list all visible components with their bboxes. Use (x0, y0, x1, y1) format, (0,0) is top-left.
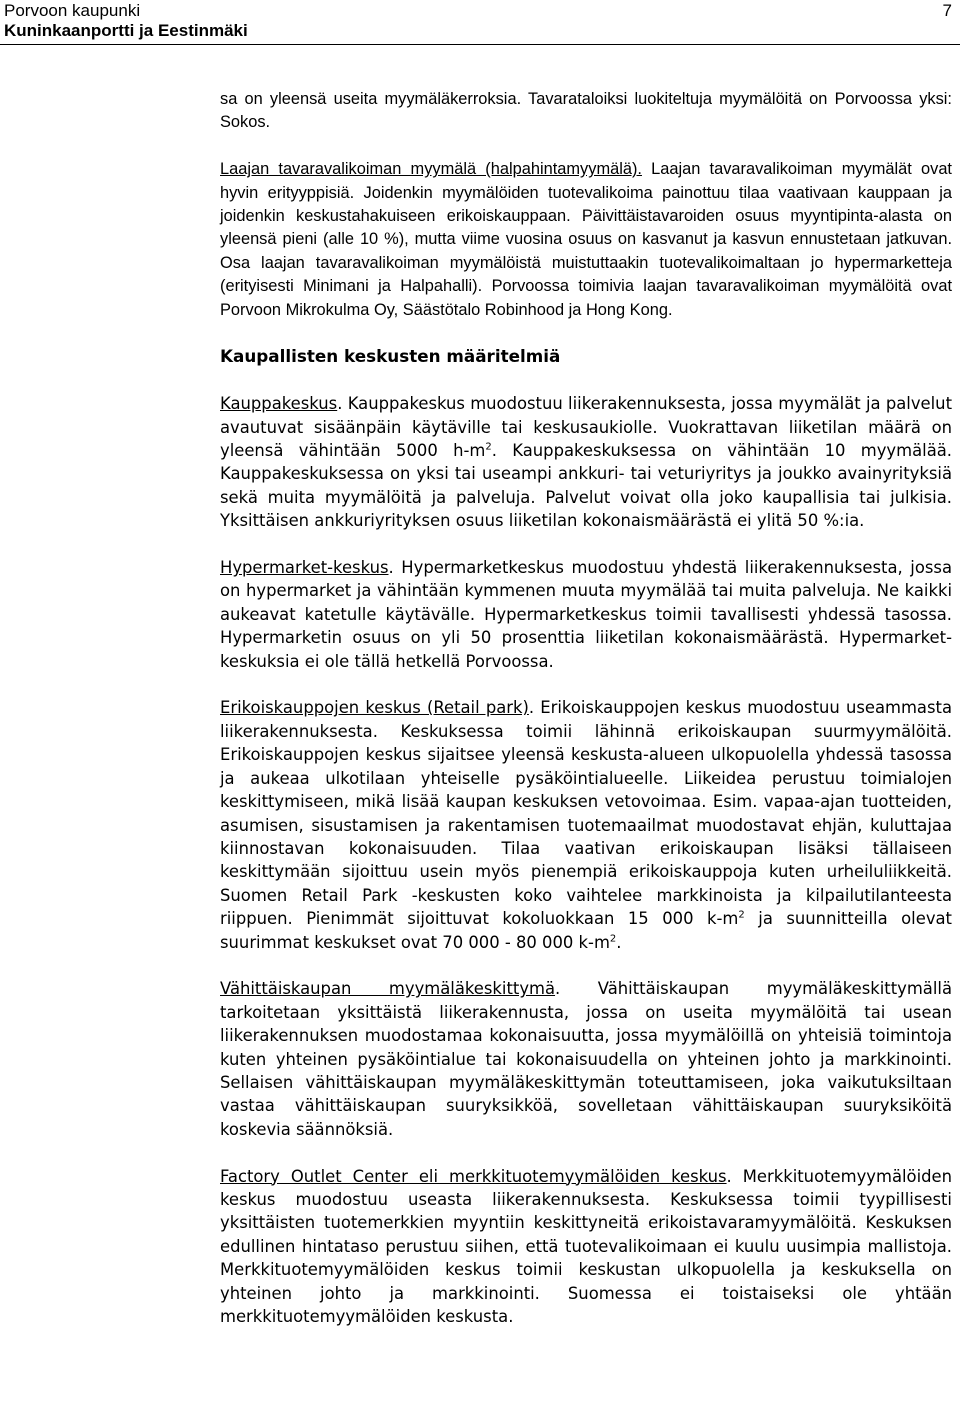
paragraph-department-store: sa on yleensä useita myymäläkerroksia. Tavarataloiksi luokiteltuja myymälöitä on Porvoossa yksi: Sokos. (220, 90, 952, 132)
superscript: 2 (609, 933, 617, 945)
superscript: 2 (738, 909, 745, 921)
text-retail-park-b: ja suunnitteilla olevat suurimmat keskukset ovat 70 000 - 80 000 k-m (220, 909, 952, 952)
page-number: 7 (942, 1, 952, 20)
paragraph-shopping-center (220, 392, 952, 532)
term-discount-store: Laajan tavaravalikoiman myymälä (halpahintamyymälä). (220, 160, 642, 179)
header-organization: Porvoon kaupunki (4, 1, 141, 20)
text-shopping-center-b: . Kauppakeskuksessa on vähintään 10 myymälää. Kauppakeskuksessa on yksi tai useampi ankkuri- tai veturiyritys ja joukko avainyrityksiä sekä muita myymälöitä ja palveluja. Palvelut voivat olla joko kaupallisia tai julkisia. Yksittäisen ankkuriyrityksen osuus liiketilan kokonaismäärästä ei ylitä 50 %:ia. (220, 441, 952, 531)
header-document-title: Kuninkaanportti ja Eestinmäki (4, 21, 248, 40)
term-factory-outlet: Factory Outlet Center eli merkkituotemyymälöiden keskus (220, 1166, 727, 1186)
term-retail-park: Erikoiskauppojen keskus (Retail park) (220, 698, 529, 718)
superscript: 2 (485, 441, 492, 453)
document-body (220, 88, 952, 1352)
paragraph-retail-park (220, 696, 952, 953)
text-shopping-center-a: . Kauppakeskus muodostuu liikerakennuksesta, jossa myymälät ja palvelut avautuvat sisäänpäin käytäville tai keskusaukiolle. Vuokrattavan liiketilan määrä on yleensä vähintään 5000 h-m (220, 394, 952, 461)
text-retail-park-a: . Erikoiskauppojen keskus muodostuu useammasta liikerakennuksesta. Keskuksessa toimii lähinnä erikoiskaupan suurmyymälöitä. Erikoiskauppojen keskus sijaitsee yleensä keskusta-alueen ulkopuolella yhdessä tasossa ja aukeaa ulkotilaan yhteiselle pysäköintialueelle. Liikeidea perustuu toimialojen keskittymiseen, mikä lisää kaupan keskuksen vetovoimaa. Esim. vapaa-ajan tuotteiden, asumisen, sisustamisen ja rakentamisen tuotemaailmat muodostavat ehjän, kuluttajaa kiinnostavan kokonaisuuden. Tilaa vaativan erikoiskaupan lisäksi tällaiseen keskittymään sijoittuu usein myös pienempiä erikoiskauppoja kuten urheiluliikkeitä. Suomen Retail Park -keskusten koko vaihtelee markkinoista ja kilpailutilanteesta riippuen. Pienimmät sijoittuvat kokoluokkaan 15 000 k-m (220, 698, 952, 929)
term-hypermarket-center: Hypermarket-keskus (220, 558, 389, 578)
paragraph-factory-outlet (220, 1165, 952, 1329)
paragraph-retail-cluster (220, 977, 952, 1141)
paragraph-hypermarket-center (220, 556, 952, 673)
text-hypermarket-center: . Hypermarketkeskus muodostuu yhdestä liikerakennuksesta, jossa on hypermarket ja vähintään kymmenen muuta myymälää tai muita palveluja. Ne kaikki aukeavat katetulle käytävälle. Hypermarketkeskus toimii tavallisesti yhdessä tasossa. Hypermarketin osuus on yli 50 prosenttia liiketilan kokonaismäärästä. Hypermarket-keskuksia ei ole tällä hetkellä Porvoossa. (220, 558, 952, 671)
term-shopping-center: Kauppakeskus (220, 394, 338, 414)
text-factory-outlet: . Merkkituotemyymälöiden keskus muodostuu useasta liikerakennuksesta. Keskuksessa toimii tyypillisesti yksittäisten tuotemerkkien myyntiin keskittyneitä erikoistavaramyymälöitä. Keskuksen edullinen hintataso perustuu siihen, että tuotevalikoimaan ei kuulu uusimpia mallistoja. Merkkituotemyymälöiden keskus toimii keskustan ulkopuolella ja keskuksella on yhteinen johto ja markkinointi. Suomessa ei toistaiseksi ole yhtään merkkituotemyymälöiden keskusta. (220, 1166, 953, 1327)
text-retail-cluster: . Vähittäiskaupan myymäläkeskittymällä tarkoitetaan yksittäistä liikerakennusta, jossa on useita myymälöitä tai usean liikerakennuksen muodostamaa kokonaisuutta, jossa myymälöillä on yhteisiä toimintoja kuten yhteinen pysäköintialue tai kokonaisuudella on yhteinen johto ja markkinointi. Sellaisen vähittäiskaupan myymäläkeskittymän toteuttamiseen, joka vaikutuksiltaan vastaa vähittäiskaupan suuryksikköä, sovelletaan vähittäiskaupan suuryksiköitä koskevia säännöksiä. (220, 979, 952, 1139)
term-retail-cluster: Vähittäiskaupan myymäläkeskittymä (220, 979, 556, 999)
page-header (0, 0, 960, 45)
section-heading: Kaupallisten keskusten määritelmiä (220, 346, 561, 367)
paragraph-discount-store (220, 158, 952, 322)
text-retail-park-c: . (616, 932, 622, 952)
text-discount-store: Laajan tavaravalikoiman myymälät ovat hyvin erityyppisiä. Joidenkin myymälöiden tuotevalikoima painottuu tilaa vaativaan kauppaan ja joidenkin keskustahakuiseen erikoiskauppaan. Päivittäistavaroiden osuus myyntipinta-alasta on yleensä pieni (alle 10 %), mutta viime vuosina osuus on kasvanut ja kasvun ennustetaan jatkuvan. Osa laajan tavaravalikoiman myymälöistä muistuttaakin tuotevalikoimaltaan jo hypermarketteja (erityisesti Minimani ja Halpahalli). Porvoossa toimivia laajan tavaravalikoiman myymälöitä ovat Porvoon Mikrokulma Oy, Säästötalo Robinhood ja Hong Kong. (220, 160, 952, 319)
